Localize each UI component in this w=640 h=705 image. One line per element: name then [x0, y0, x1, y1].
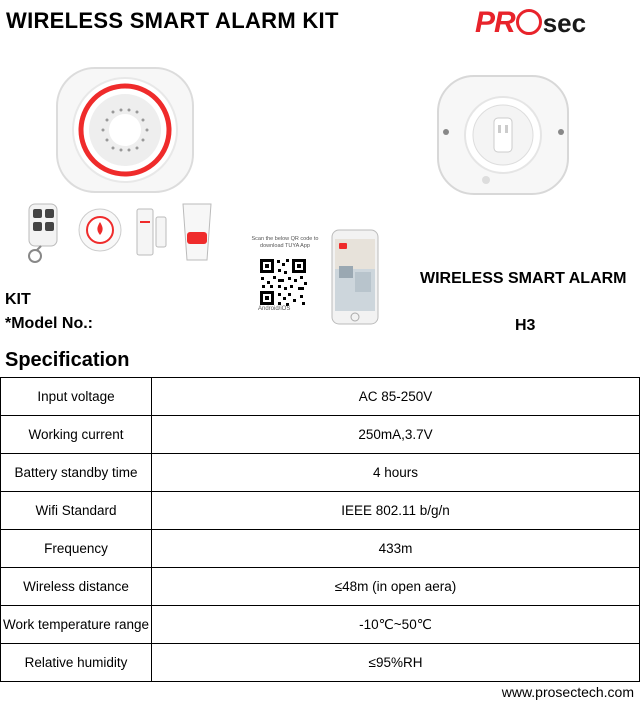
- spec-value: 4 hours: [152, 454, 640, 492]
- table-row: [1, 454, 640, 492]
- spec-key: Battery standby time: [1, 454, 152, 492]
- qr-code-image: [258, 257, 308, 307]
- spec-value: IEEE 802.11 b/g/n: [152, 492, 640, 530]
- spec-table: [0, 377, 640, 682]
- spec-value: AC 85-250V: [152, 378, 640, 416]
- spec-key: Frequency: [1, 530, 152, 568]
- siren-back-image: [430, 70, 575, 200]
- sos-button-image: [75, 205, 125, 255]
- spec-value: ≤95%RH: [152, 644, 640, 682]
- kit-label: KIT: [5, 291, 31, 308]
- spec-key: Work temperature range: [1, 606, 152, 644]
- model-value: H3: [515, 317, 536, 334]
- spec-value: 433m: [152, 530, 640, 568]
- product-label: WIRELESS SMART ALARM: [420, 270, 627, 287]
- prosec-logo: PR sec: [475, 6, 587, 39]
- spec-key: Relative humidity: [1, 644, 152, 682]
- table-row: [1, 644, 640, 682]
- page-title: WIRELESS SMART ALARM KIT: [6, 8, 339, 33]
- remote-control-image: [15, 200, 65, 270]
- model-label: *Model No.:: [5, 315, 93, 332]
- phone-app-image: [330, 228, 380, 326]
- table-row: [1, 416, 640, 454]
- spec-key: Working current: [1, 416, 152, 454]
- spec-key: Wireless distance: [1, 568, 152, 606]
- table-row: [1, 568, 640, 606]
- spec-title: Specification: [5, 349, 130, 371]
- spec-key: Wifi Standard: [1, 492, 152, 530]
- table-row: [1, 606, 640, 644]
- door-sensor-image: [132, 205, 172, 260]
- spec-value: ≤48m (in open aera): [152, 568, 640, 606]
- qr-caption: Scan the below QR code to download TUYA App: [251, 236, 319, 249]
- qr-platforms: Android/iOS: [258, 306, 291, 312]
- pir-sensor-image: [177, 200, 217, 270]
- table-row: [1, 492, 640, 530]
- table-row: [1, 530, 640, 568]
- spec-value: 250mA,3.7V: [152, 416, 640, 454]
- siren-front-image: [45, 60, 205, 200]
- spec-value: -10℃~50℃: [152, 606, 640, 644]
- spec-key: Input voltage: [1, 378, 152, 416]
- table-row: [1, 378, 640, 416]
- website-link[interactable]: www.prosectech.com: [501, 684, 634, 700]
